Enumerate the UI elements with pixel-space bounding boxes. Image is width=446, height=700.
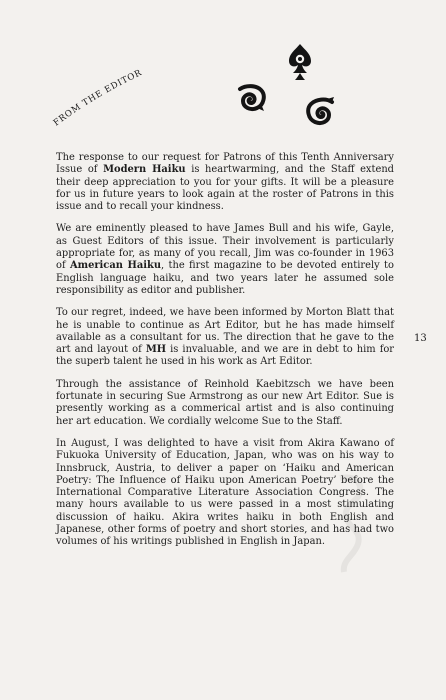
page-number: 13: [414, 333, 427, 344]
publication-title: Modern Haiku: [103, 164, 186, 176]
editor-heading-textpath: FROM THE EDITOR: [51, 67, 144, 129]
paragraph-text: Through the assistance of Reinhold Kaebitzsch we have been fortunate in securing Sue Armstrong as our new Art Editor. Sue is presently working as a commerical artist and is also continuing her art education. We cordially welcome Sue to the Staff.: [56, 378, 394, 427]
publication-title: MH: [145, 344, 167, 356]
paragraph-3: [56, 307, 394, 368]
paragraph-text: In August, I was delighted to have a visit from Akira Kawano of Fukuoka University of Education, Japan, who was on his way to Innsbruck, Austria, to deliver a paper on ‘Haiku and American Poetry: The Influence of Haiku upon American Poetry’ before the International Comparative Literature Association Congress. The many hours available to us were passed in a most stimulating discussion of haiku. Akira writes haiku in both English and Japanese, other forms of poetry and short stories, and has had two volumes of his writings published in English in Japan.: [56, 437, 394, 548]
paragraph-2: [56, 223, 394, 297]
paragraph-text: is invaluable, and we are in debt to him for the superb talent he used in his work as Art Editor.: [56, 344, 395, 368]
paragraph-text: The response to our request for Patrons of this Tenth Anniversary Issue of: [56, 152, 394, 176]
paragraph-1: [56, 152, 394, 213]
editor-heading-text: [52, 68, 144, 128]
swirl-ornament-icon: [237, 82, 267, 112]
paragraph-text: We are eminently pleased to have James Bull and his wife, Gayle, as Guest Editors of this issue. Their involvement is particularly appropriate for, as many of you recall, Jim was co-founder in 1963 of: [56, 223, 394, 272]
publication-title: American Haiku: [69, 260, 162, 272]
paragraph-text: To our regret, indeed, we have been informed by Morton Blatt that he is unable to continue as Art Editor, but he has made himself available as a consultant for us. The direction that he gave to the art and layout of: [56, 307, 394, 356]
spade-ornament-icon: [286, 42, 314, 82]
faint-bleed-through-mark: [336, 468, 366, 578]
editor-heading: [48, 50, 168, 140]
paragraph-text: is heartwarming, and the Staff extend their deep appreciation to you for your gifts. It will be a pleasure for us in future years to look again at the roster of Patrons in this issue and to recall your kindness.: [56, 164, 394, 213]
paragraph-4: [56, 379, 394, 428]
swirl-ornament-icon: [305, 96, 335, 126]
paragraph-text: , the first magazine to be devoted entirely to English language haiku, and two years later he assumed sole responsibility as editor and publisher.: [56, 260, 394, 296]
